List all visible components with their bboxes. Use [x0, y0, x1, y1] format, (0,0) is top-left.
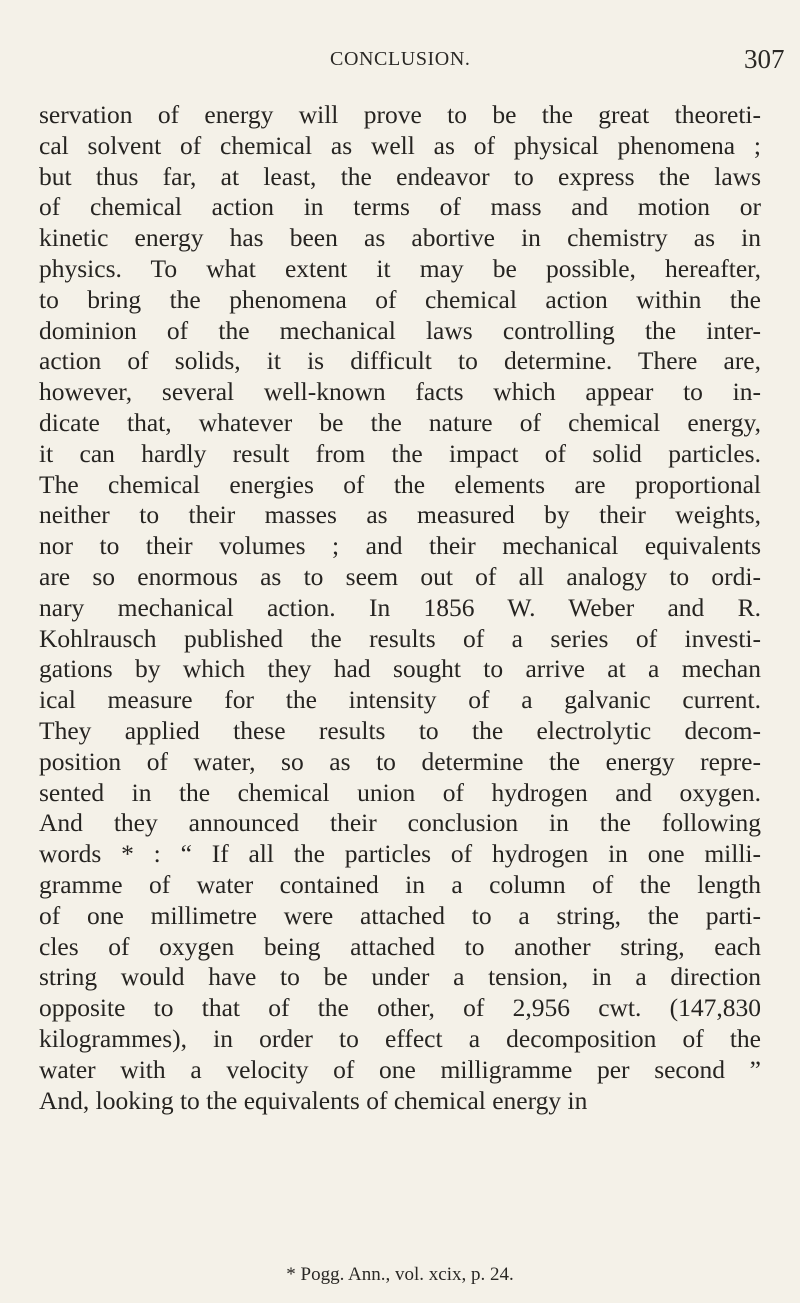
text-line: of chemical action in terms of mass and motion or	[39, 192, 761, 222]
text-line: position of water, so as to determine the energy repre-	[39, 746, 761, 776]
text-line: kinetic energy has been as abortive in chemistry as in	[39, 223, 761, 253]
page-number: 307	[744, 44, 785, 74]
text-line: gations by which they had sought to arrive at a mechan	[39, 654, 761, 684]
text-line: cal solvent of chemical as well as of physical phenomena ;	[39, 130, 761, 160]
text-line: it can hardly result from the impact of solid particles.	[39, 438, 761, 468]
text-line: servation of energy will prove to be the great theoreti-	[39, 100, 761, 129]
text-line: neither to their masses as measured by their weights,	[39, 500, 761, 530]
text-line: string would have to be under a tension, in a direction	[39, 962, 761, 992]
text-line: dominion of the mechanical laws controlling the inter-	[39, 315, 761, 345]
text-line: words * : “ If all the particles of hydrogen in one milli-	[39, 839, 761, 869]
text-line: gramme of water contained in a column of the length	[39, 869, 761, 899]
text-line: ical measure for the intensity of a galvanic current.	[39, 685, 761, 715]
text-line: water with a velocity of one milligramme per second ”	[39, 1054, 761, 1084]
text-line: sented in the chemical union of hydrogen and oxygen.	[39, 777, 761, 807]
text-line: And, looking to the equivalents of chemical energy in	[39, 1085, 588, 1115]
text-line: nary mechanical action. In 1856 W. Weber and R.	[39, 592, 761, 622]
text-line: kilogrammes), in order to effect a decomposition of the	[39, 1023, 761, 1053]
footnote	[0, 1264, 800, 1286]
text-line: of one millimetre were attached to a string, the parti-	[39, 900, 761, 930]
text-line: however, several well-known facts which appear to in-	[39, 377, 761, 407]
text-line: but thus far, at least, the endeavor to express the laws	[39, 161, 761, 191]
text-line: physics. To what extent it may be possible, hereafter,	[39, 253, 761, 283]
body-paragraph	[39, 100, 761, 1116]
text-line: dicate that, whatever be the nature of chemical energy,	[39, 407, 761, 437]
text-line: action of solids, it is difficult to determine. There are,	[39, 346, 761, 376]
text-line: nor to their volumes ; and their mechanical equivalents	[39, 531, 761, 561]
text-line: are so enormous as to seem out of all analogy to ordi-	[39, 561, 761, 591]
footnote-text: * Pogg. Ann., vol. xcix, p. 24.	[286, 1264, 514, 1285]
text-line: to bring the phenomena of chemical action within the	[39, 284, 761, 314]
text-line: cles of oxygen being attached to another string, each	[39, 931, 761, 961]
running-head-title: CONCLUSION.	[330, 48, 471, 70]
text-line: opposite to that of the other, of 2,956 cwt. (147,830	[39, 993, 761, 1023]
text-line: The chemical energies of the elements are proportional	[39, 469, 761, 499]
text-line: Kohlrausch published the results of a series of investi-	[39, 623, 761, 653]
text-line: And they announced their conclusion in the following	[39, 808, 761, 838]
text-line: They applied these results to the electrolytic decom-	[39, 715, 761, 745]
